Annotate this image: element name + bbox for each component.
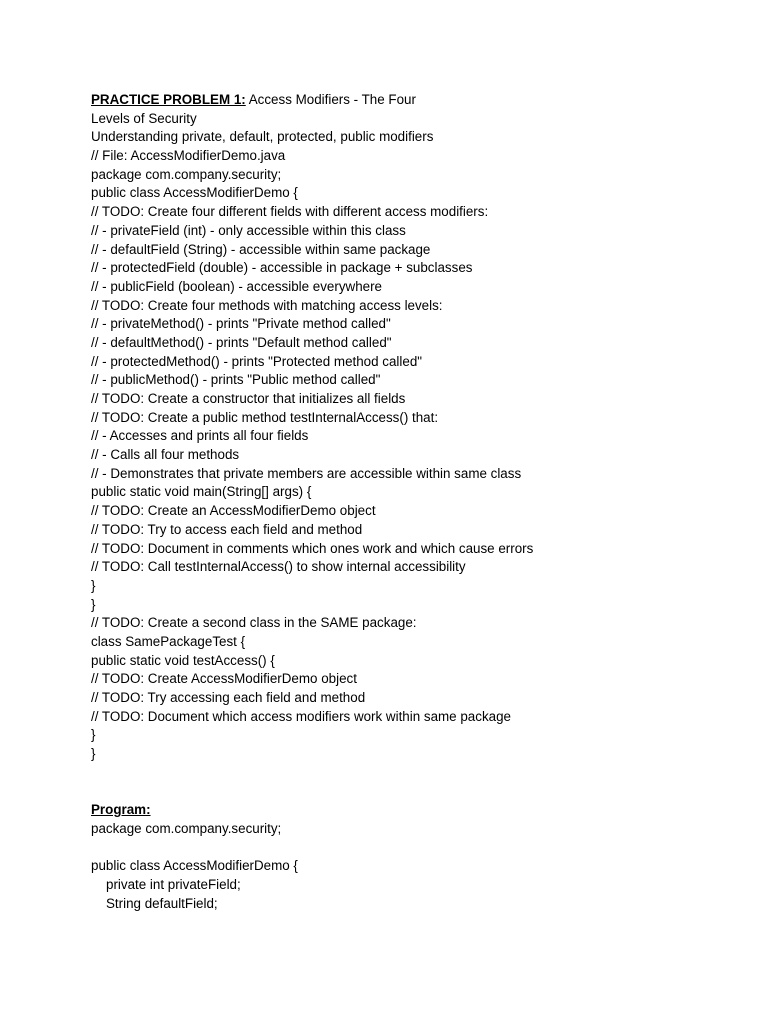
problem-heading-title-cont: Levels of Security	[91, 110, 197, 126]
code-line: // TODO: Create four methods with matching access levels:	[91, 297, 443, 313]
code-line: // - defaultField (String) - accessible within same package	[91, 241, 431, 257]
problem-heading-label: PRACTICE PROBLEM 1:	[91, 92, 246, 107]
code-line: class SamePackageTest {	[91, 633, 246, 649]
code-line: }	[91, 746, 96, 762]
problem-heading	[91, 91, 711, 110]
spacer	[91, 839, 711, 858]
code-line: // - protectedField (double) - accessible in package + subclasses	[91, 260, 473, 276]
code-line: // TODO: Document in comments which ones work and which cause errors	[91, 540, 534, 556]
program-heading: Program:	[91, 802, 151, 818]
code-line: // - Calls all four methods	[91, 447, 240, 463]
code-line: // TODO: Create a public method testInternalAccess() that:	[91, 409, 439, 425]
code-line: // TODO: Create a second class in the SAME package:	[91, 615, 417, 631]
code-line: public class AccessModifierDemo {	[91, 185, 298, 201]
code-line: // TODO: Create AccessModifierDemo object	[91, 671, 357, 687]
code-line: // TODO: Document which access modifiers work within same package	[91, 708, 511, 724]
code-line: // File: AccessModifierDemo.java	[91, 148, 286, 164]
code-line: // TODO: Call testInternalAccess() to show internal accessibility	[91, 559, 466, 575]
code-line: // - defaultMethod() - prints "Default method called"	[91, 334, 392, 350]
code-line: public static void testAccess() {	[91, 652, 275, 668]
document-page	[91, 91, 711, 913]
spacer	[91, 782, 711, 801]
code-line: }	[91, 596, 96, 612]
spacer	[91, 764, 711, 783]
code-line: package com.company.security;	[91, 166, 282, 182]
code-line: // TODO: Create four different fields with different access modifiers:	[91, 204, 489, 220]
code-line: // TODO: Try accessing each field and method	[91, 690, 366, 705]
code-line: // TODO: Create an AccessModifierDemo object	[91, 503, 376, 519]
program-line: String defaultField;	[106, 895, 218, 911]
code-line: // - publicMethod() - prints "Public method called"	[91, 372, 381, 388]
code-line: // - privateMethod() - prints "Private method called"	[91, 316, 391, 332]
code-line: // TODO: Try to access each field and method	[91, 521, 363, 537]
program-line: private int privateField;	[106, 876, 241, 892]
program-line: public class AccessModifierDemo {	[91, 858, 298, 874]
code-line: // - publicField (boolean) - accessible everywhere	[91, 278, 383, 294]
problem-subtitle: Understanding private, default, protected, public modifiers	[91, 129, 434, 145]
problem-code-block	[91, 147, 711, 764]
code-line: }	[91, 727, 96, 743]
code-line: // TODO: Create a constructor that initializes all fields	[91, 391, 406, 406]
code-line: // - Demonstrates that private members are accessible within same class	[91, 465, 522, 481]
code-line: // - Accesses and prints all four fields	[91, 428, 309, 444]
program-line: package com.company.security;	[91, 820, 282, 836]
problem-heading-title: Access Modifiers - The Four	[245, 92, 416, 107]
code-line: // - protectedMethod() - prints "Protected method called"	[91, 353, 423, 369]
code-line: public static void main(String[] args) {	[91, 484, 312, 500]
code-line: // - privateField (int) - only accessible within this class	[91, 222, 406, 238]
code-line: }	[91, 577, 96, 593]
